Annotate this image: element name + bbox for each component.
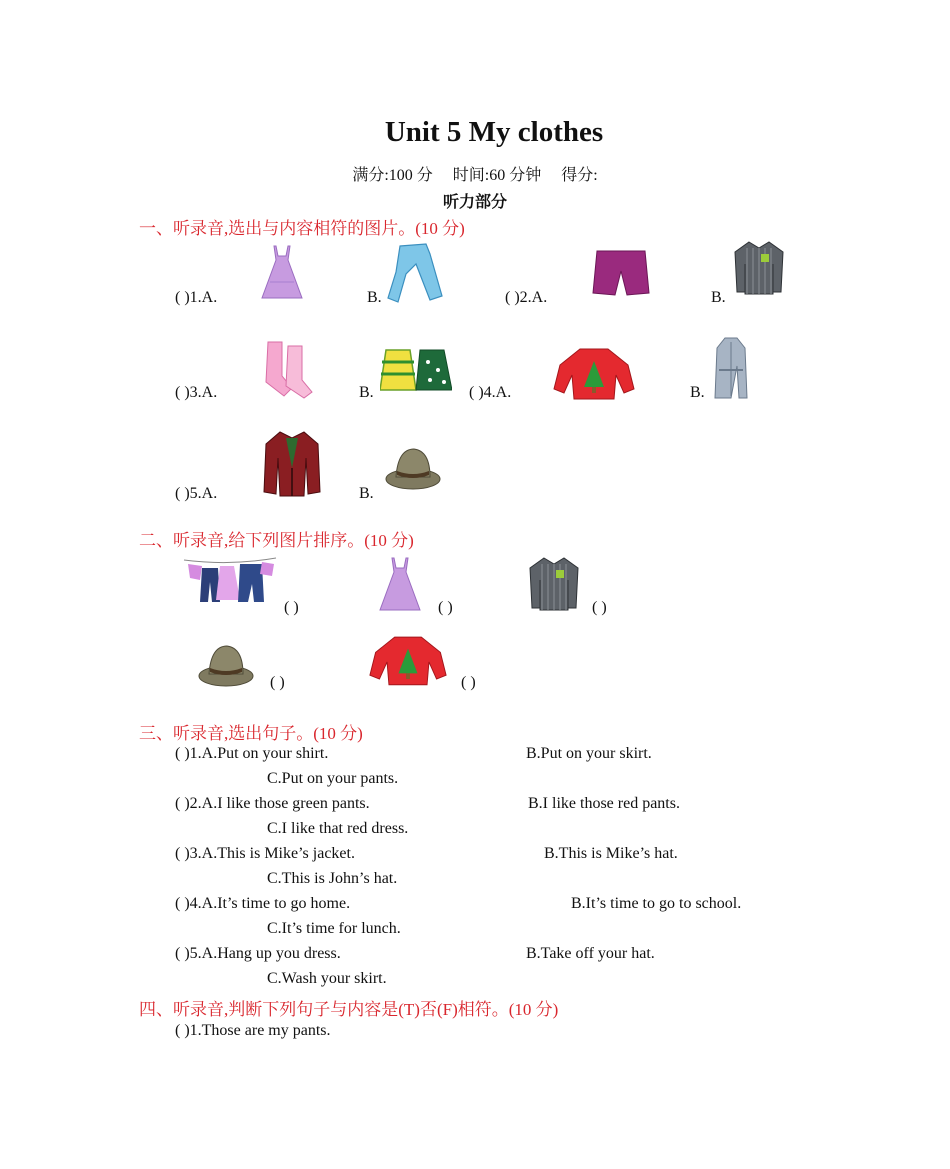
s3-q2-a: ( )2.A.I like those green pants. [175, 795, 370, 812]
page-title: Unit 5 My clothes [384, 116, 604, 148]
pants-icon [386, 242, 446, 304]
coat-icon [713, 336, 749, 400]
s1-q5-b-label: B. [359, 485, 374, 502]
dress-icon [376, 554, 424, 614]
section1-heading: 一、听录音,选出与内容相符的图片。(10 分) [139, 219, 465, 238]
s3-q5-a: ( )5.A.Hang up you dress. [175, 945, 341, 962]
s1-q2-b-label: B. [711, 289, 726, 306]
s3-q1-b: B.Put on your skirt. [526, 745, 652, 762]
skirt-icon [380, 342, 452, 398]
hat-icon [384, 443, 442, 493]
s3-q3-c: C.This is John’s hat. [267, 870, 398, 887]
s1-q1-label: ( )1.A. [175, 289, 218, 306]
s4-q1: ( )1.Those are my pants. [175, 1022, 331, 1039]
s3-q1-a: ( )1.A.Put on your shirt. [175, 745, 329, 762]
shorts-icon [591, 247, 651, 299]
dress-icon [258, 242, 306, 302]
s3-q4-a: ( )4.A.It’s time to go home. [175, 895, 351, 912]
shirt-icon [528, 554, 580, 612]
s3-q2-b: B.I like those red pants. [528, 795, 680, 812]
score-label: 得分: [561, 167, 598, 184]
s2-blank-5[interactable]: ( ) [461, 674, 476, 691]
s1-q3-label: ( )3.A. [175, 384, 218, 401]
s3-q2-c: C.I like that red dress. [267, 820, 409, 837]
s3-q3-a: ( )3.A.This is Mike’s jacket. [175, 845, 355, 862]
s1-q4-b-label: B. [690, 384, 705, 401]
s3-q4-b: B.It’s time to go to school. [571, 895, 742, 912]
full-score: 满分:100 分 [352, 167, 433, 184]
section2-heading: 二、听录音,给下列图片排序。(10 分) [139, 531, 414, 550]
section3-heading: 三、听录音,选出句子。(10 分) [139, 724, 363, 743]
s1-q1-b-label: B. [367, 289, 382, 306]
s1-q2-label: ( )2.A. [505, 289, 548, 306]
time-limit: 时间:60 分钟 [452, 167, 542, 184]
s2-blank-3[interactable]: ( ) [592, 599, 607, 616]
s2-blank-1[interactable]: ( ) [284, 599, 299, 616]
s2-blank-2[interactable]: ( ) [438, 599, 453, 616]
s2-blank-4[interactable]: ( ) [270, 674, 285, 691]
clothesline-icon [182, 552, 278, 610]
s1-q3-b-label: B. [359, 384, 374, 401]
shirt-icon [733, 238, 785, 296]
s3-q5-c: C.Wash your skirt. [267, 970, 387, 987]
score-info [0, 162, 950, 185]
sweater-icon [552, 345, 636, 401]
section4-heading: 四、听录音,判断下列句子与内容是(T)否(F)相符。(10 分) [139, 1000, 559, 1019]
s1-q5-label: ( )5.A. [175, 485, 218, 502]
hat-icon [197, 640, 255, 690]
socks-icon [262, 340, 314, 400]
s3-q3-b: B.This is Mike’s hat. [544, 845, 678, 862]
part-title: 听力部分 [442, 194, 507, 211]
s3-q5-b: B.Take off your hat. [526, 945, 655, 962]
jacket-icon [262, 428, 322, 498]
s3-q4-c: C.It’s time for lunch. [267, 920, 401, 937]
s1-q4-label: ( )4.A. [469, 384, 512, 401]
sweater-icon [368, 632, 448, 688]
s3-q1-c: C.Put on your pants. [267, 770, 399, 787]
